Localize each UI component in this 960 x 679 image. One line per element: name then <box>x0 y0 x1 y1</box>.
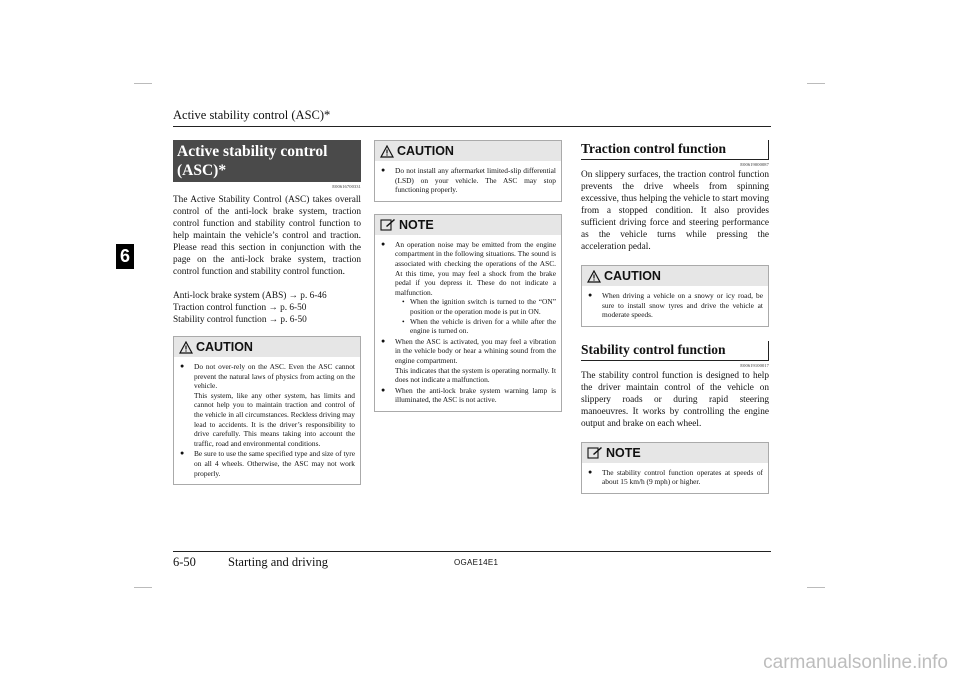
pencil-note-icon <box>380 218 396 231</box>
caution-text: Do not install any aftermarket limited-slip differential (LSD) on your vehicle. The ASC may stop functioning properly. <box>395 166 556 195</box>
caution-label: CAUTION <box>397 144 454 158</box>
section-code: E00619000087 <box>740 162 769 167</box>
note-subitem: • When the vehicle is driven for a while after the engine is turned on. <box>402 316 556 336</box>
filled-bullet-icon: ● <box>381 336 386 345</box>
column-1 <box>173 140 361 485</box>
crop-mark <box>807 587 825 588</box>
caution-box <box>581 265 769 327</box>
caution-box <box>374 140 562 202</box>
section-code: E00616700331 <box>332 184 361 189</box>
caution-header <box>174 337 360 357</box>
warning-triangle-icon <box>587 270 601 283</box>
section-title-stability: Stability control function <box>581 341 769 361</box>
caution-text: Be sure to use the same specified type and size of tyre on all 4 wheels. Otherwise, the ASC may not work properly. <box>194 449 355 478</box>
note-text: This indicates that the system is operating normally. It does not indicate a malfunction. <box>395 365 556 385</box>
filled-bullet-icon: ● <box>588 467 593 476</box>
chapter-tab: 6 <box>116 244 134 269</box>
note-item <box>587 468 763 487</box>
xref-abs[interactable]: Anti-lock brake system (ABS) → p. 6-46 <box>173 291 327 301</box>
note-text: When the anti-lock brake system warning lamp is illuminated, the ASC is not active. <box>395 385 556 405</box>
note-label: NOTE <box>606 445 641 460</box>
section-name: Starting and driving <box>228 555 328 569</box>
note-item <box>380 386 556 405</box>
watermark: carmanualsonline.info <box>763 652 948 673</box>
note-subitem: • When the ignition switch is turned to the “ON” position or the operation mode is put in ON. <box>402 297 556 316</box>
caution-label: CAUTION <box>196 340 253 354</box>
note-header <box>582 443 768 463</box>
pencil-note-icon <box>587 446 603 459</box>
footer-rule <box>173 551 771 552</box>
note-item <box>380 337 556 385</box>
document-code: OGAE14E1 <box>454 558 499 567</box>
caution-text: This system, like any other system, has limits and cannot help you to maintain traction and control of the vehicle in all circumstances. Reckless driving may lead to accidents. It is the driver’s responsibility to drive carefully. This means taking into account the traffic, road and environmental conditions. <box>194 390 355 448</box>
caution-item <box>587 291 763 320</box>
caution-header <box>582 266 768 286</box>
note-box <box>581 442 769 494</box>
column-2 <box>374 140 562 412</box>
filled-bullet-icon: ● <box>381 239 386 248</box>
asc-intro-paragraph: The Active Stability Control (ASC) takes overall control of the anti-lock brake system, traction control function and stability control function to help maintain the vehicle’s control and traction. Please read this section in conjunction with the page on the anti-lock brake system, traction control function and stability control function. <box>173 195 361 277</box>
warning-triangle-icon <box>179 341 193 354</box>
xref-stability[interactable]: Stability control function → p. 6-50 <box>173 315 307 325</box>
note-text: An operation noise may be emitted from the engine compartment in the following situations. The sound is associated with checking the operations of the ASC. At this time, you may feel a shock from the brake pedal if you depress it. These do not indicate a malfunction. <box>395 239 556 297</box>
note-text: When the ASC is activated, you may feel a vibration in the vehicle body or hear a whining sound from the engine compartment. <box>395 336 556 365</box>
caution-item <box>380 166 556 195</box>
caution-label: CAUTION <box>604 269 661 283</box>
crop-mark <box>134 83 152 84</box>
caution-text: When driving a vehicle on a snowy or icy road, be sure to install snow tyres and drive the vehicle at moderate speeds. <box>602 291 763 320</box>
filled-bullet-icon: ● <box>180 362 185 370</box>
caution-text: Do not over-rely on the ASC. Even the ASC cannot prevent the natural laws of physics from acting on the vehicle. <box>194 362 355 391</box>
section-title-traction: Traction control function <box>581 140 769 160</box>
stability-paragraph: The stability control function is designed to help the driver maintain control of the vehicle on slippery roads or during rapid steering manoeuvres. It works by controlling the engine output and brake on each wheel. <box>581 370 769 429</box>
traction-paragraph: On slippery surfaces, the traction control function prevents the drive wheels from spinning excessive, thus helping the vehicle to start moving from a stopped condition. It also provides sufficient driving force and steering performance as the vehicle turns while pressing the acceleration pedal. <box>581 170 769 252</box>
crop-mark <box>807 83 825 84</box>
note-label: NOTE <box>399 217 434 232</box>
column-3 <box>581 140 769 494</box>
caution-box <box>173 336 361 485</box>
caution-header <box>375 141 561 161</box>
header-rule <box>173 126 771 127</box>
crop-mark <box>134 587 152 588</box>
xref-traction[interactable]: Traction control function → p. 6-50 <box>173 303 307 313</box>
filled-bullet-icon: ● <box>588 291 593 299</box>
section-title-asc: Active stability control (ASC)* <box>173 140 361 182</box>
filled-bullet-icon: ● <box>381 385 386 394</box>
section-code: E00619100017 <box>740 362 769 368</box>
filled-bullet-icon: ● <box>381 166 386 174</box>
cross-references <box>173 290 361 326</box>
note-text: The stability control function operates at speeds of about 15 km/h (9 mph) or higher. <box>602 467 763 487</box>
caution-item <box>179 362 355 448</box>
warning-triangle-icon <box>380 145 394 158</box>
page-number: 6-50 <box>173 555 196 569</box>
filled-bullet-icon: ● <box>180 449 185 458</box>
running-head: Active stability control (ASC)* <box>173 108 331 122</box>
caution-item <box>179 449 355 478</box>
note-item <box>380 240 556 336</box>
note-header <box>375 215 561 235</box>
note-box <box>374 214 562 412</box>
